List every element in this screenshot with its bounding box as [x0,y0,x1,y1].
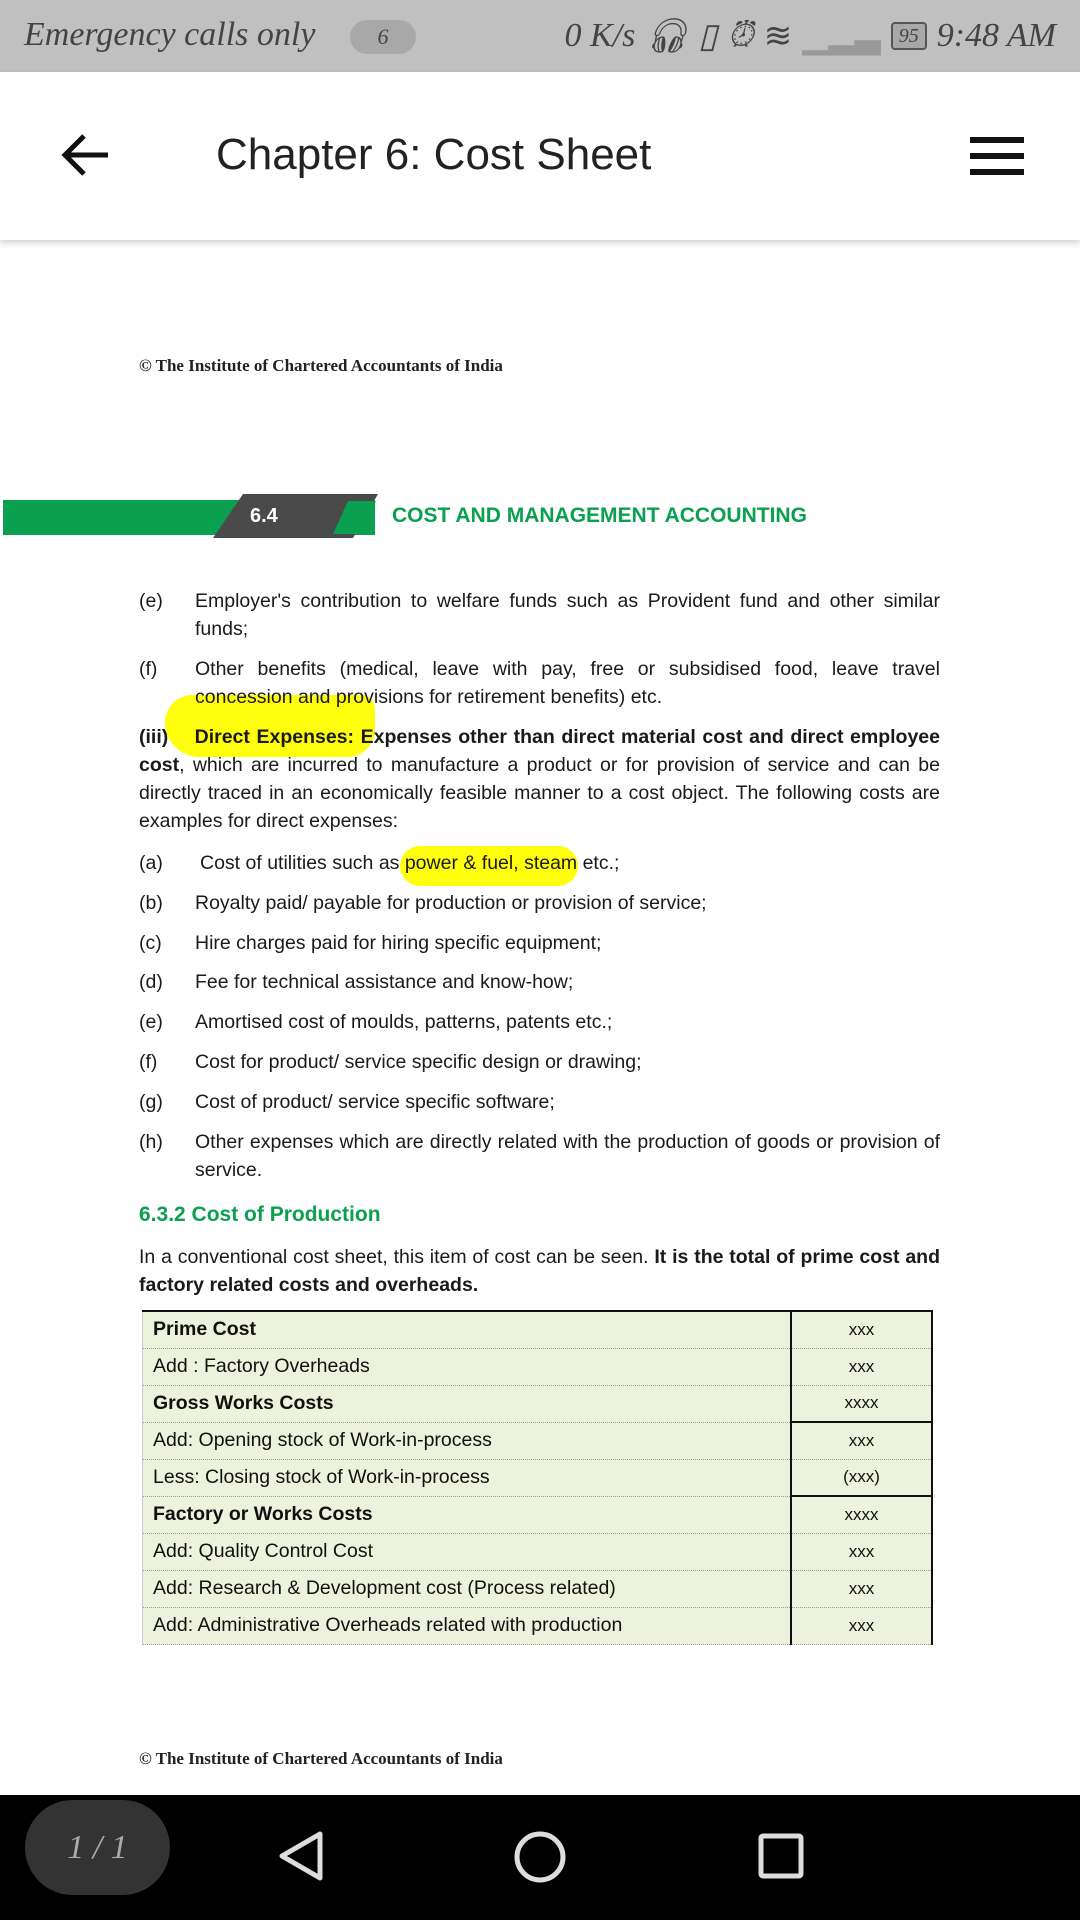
list-item: Other benefits (medical, leave with pay, free or subsidised food, leave travel concession and provisions for retirement benefits) etc. [195,658,940,708]
list-item: Cost for product/ service specific design or drawing; [195,1051,642,1073]
table-row [143,1311,933,1348]
list-item: Fee for technical assistance and know-how; [195,971,574,993]
signal-icon: ▁▂▃ [802,18,881,55]
row-value: xxx [791,1348,932,1385]
paragraph-bold: It is the total of prime cost and factory related costs and overheads. [139,1246,940,1296]
section-direct-expenses [139,723,940,835]
list-label: (f) [139,1051,158,1073]
recents-square-icon[interactable] [757,1832,805,1880]
header-number-tab [213,494,378,538]
section-term: Direct Expenses [194,726,348,748]
table-row [143,1348,933,1385]
page-indicator[interactable]: 1 / 1 [25,1800,170,1895]
list-label: (a) [139,852,163,874]
row-value: xxxx [791,1496,932,1533]
row-item: Add: Opening stock of Work-in-process [143,1422,792,1459]
table-row [143,1570,933,1607]
home-circle-icon[interactable] [513,1830,567,1884]
row-item: Less: Closing stock of Work-in-process [143,1459,792,1496]
list-item: Cost of utilities such as power & fuel, steam etc.; [200,852,620,874]
app-bar [0,72,1080,240]
list-item: Other expenses which are directly related with the production of goods or provision of service. [195,1131,940,1181]
clock: 9:48 AM [936,17,1056,54]
wifi-icon: ≋ [763,18,793,55]
table-row [143,1385,933,1422]
list-item: Hire charges paid for hiring specific equipment; [195,932,602,954]
row-value: xxx [791,1533,932,1570]
row-value: xxx [791,1422,932,1459]
list-label: (g) [139,1091,163,1113]
row-value: xxxx [791,1385,932,1422]
back-triangle-icon[interactable] [278,1830,324,1882]
notification-count-badge: 6 [350,20,416,54]
row-value: xxx [791,1570,932,1607]
list-item: Cost of product/ service specific software; [195,1091,555,1113]
header-title: COST AND MANAGEMENT ACCOUNTING [392,504,807,527]
alarm-icon: ⏰︎ [727,17,754,54]
section-bold-definition: : Expenses other than direct material cost and direct employee cost [139,726,941,776]
list-label: (e) [139,1011,163,1033]
row-item: Prime Cost [143,1311,792,1348]
row-value: xxx [791,1607,932,1644]
header-number: 6.4 [250,505,278,527]
table-row [143,1607,933,1644]
row-item: Add: Quality Control Cost [143,1533,792,1570]
section-label: (iii) [139,726,169,748]
hamburger-icon[interactable] [970,136,1024,176]
row-value: (xxx) [791,1459,932,1496]
row-item: Factory or Works Costs [143,1496,792,1533]
headphones-icon: 🎧︎ [645,18,689,55]
list-label: (f) [139,658,158,680]
table-row [143,1533,933,1570]
list-label: (b) [139,892,163,914]
row-item: Add: Research & Development cost (Process related) [143,1570,792,1607]
carrier-text: Emergency calls only [24,16,316,53]
status-bar [0,0,1080,72]
copyright-top: © The Institute of Chartered Accountants of India [139,356,503,375]
row-item: Gross Works Costs [143,1385,792,1422]
list-label: (h) [139,1131,163,1153]
row-item: Add : Factory Overheads [143,1348,792,1385]
table-row [143,1459,933,1496]
table-row [143,1422,933,1459]
list-item: Employer's contribution to welfare funds such as Provident fund and other similar funds; [195,590,940,640]
list-item: Royalty paid/ payable for production or provision of service; [195,892,707,914]
row-item: Add: Administrative Overheads related with production [143,1607,792,1644]
list-item: Amortised cost of moulds, patterns, patents etc.; [195,1011,613,1033]
page-title: Chapter 6: Cost Sheet [216,130,652,179]
subheading: 6.3.2 Cost of Production [139,1203,381,1226]
section-text: , which are incurred to manufacture a product or for provision of service and can be directly traced in an economically feasible manner to a cost object. The following costs are examples for direct expenses: [139,754,940,832]
arrow-left-icon[interactable] [60,132,110,178]
list-label: (e) [139,590,163,612]
battery-icon: 95 [891,22,927,50]
row-value: xxx [791,1311,932,1348]
paragraph-text: In a conventional cost sheet, this item of cost can be seen. [139,1246,655,1268]
cost-table [142,1310,933,1645]
table-row [143,1496,933,1533]
navigation-bar [0,1795,1080,1920]
vibrate-icon: ▯ [698,18,718,55]
network-speed: 0 K/s [564,17,636,54]
list-label: (d) [139,971,163,993]
paragraph [139,1243,940,1299]
copyright-bottom: © The Institute of Chartered Accountants of India [139,1749,503,1768]
list-label: (c) [139,932,162,954]
